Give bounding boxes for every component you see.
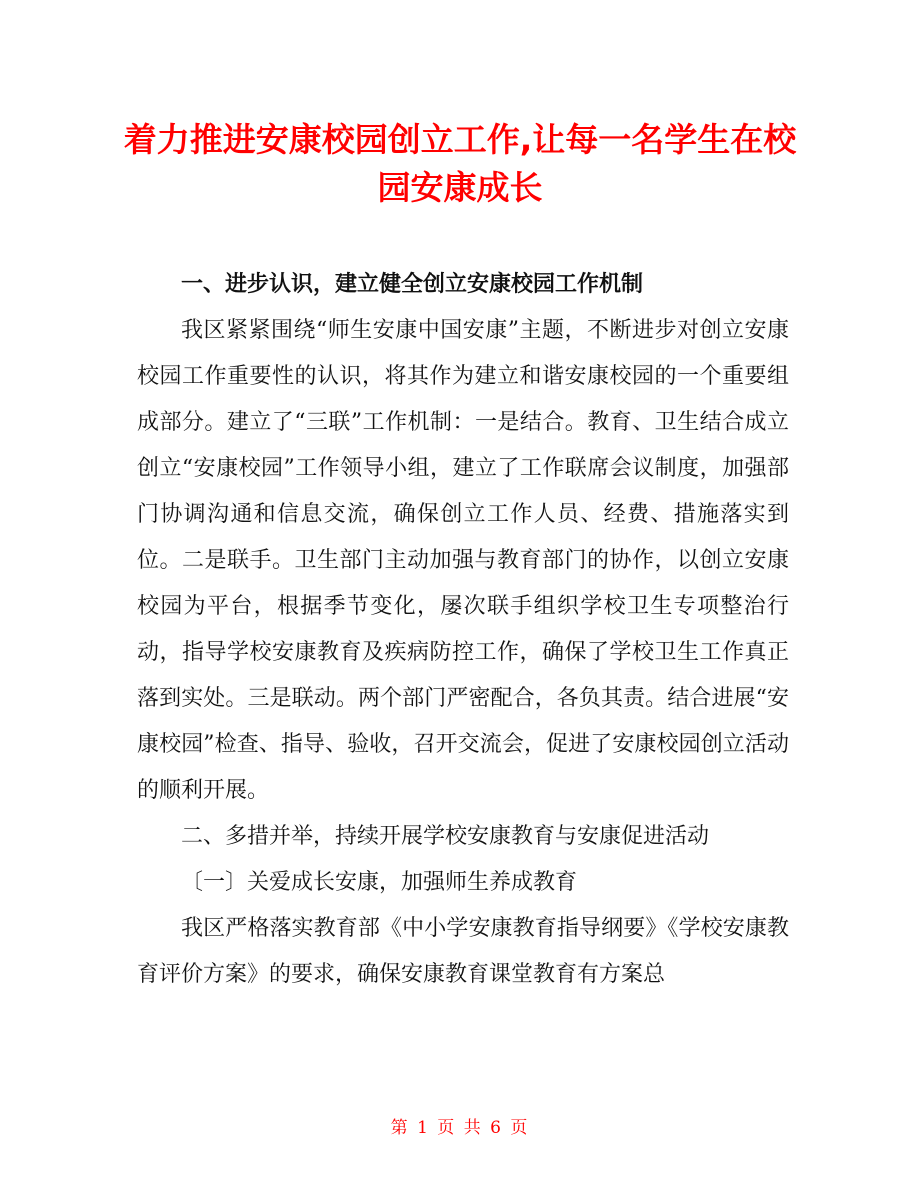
title-line-2: 园安康成长 — [377, 168, 543, 207]
title-line-1: 着力推进安康校园创立工作,让每一名学生在校 — [123, 120, 797, 159]
section-heading-1: 一、进步认识，建立健全创立安康校园工作机制 — [181, 272, 644, 297]
page-footer: 第 1 页 共 6 页 — [390, 1118, 530, 1138]
subsection-heading-1: 〔一〕关爱成长安康，加强师生养成教育 — [181, 870, 578, 895]
section-heading-2: 二、多措并举，持续开展学校安康教育与安康促进活动 — [181, 824, 710, 849]
paragraph-2: 我区严格落实教育部《中小学安康教育指导纲要》《学校安康教育评价方案》的要求，确保安康教育课堂教育有方案总 — [137, 916, 789, 987]
document-body — [137, 262, 789, 998]
document-title — [120, 116, 800, 212]
paragraph-1: 我区紧紧围绕“师生安康中国安康”主题，不断进步对创立安康校园工作重要性的认识，将其作为建立和谐安康校园的一个重要组成部分。建立了“三联”工作机制：一是结合。教育、卫生结合成立创立“安康校园”工作领导小组，建立了工作联席会议制度，加强部门协调沟通和信息交流，确保创立工作人员、经费、措施落实到位。二是联手。卫生部门主动加强与教育部门的协作，以创立安康校园为平台，根据季节变化，屡次联手组织学校卫生专项整治行动，指导学校安康教育及疾病防控工作，确保了学校卫生工作真正落到实处。三是联动。两个部门严密配合，各负其责。结合进展“安康校园”检查、指导、验收，召开交流会，促进了安康校园创立活动的顺利开展。 — [137, 318, 789, 803]
